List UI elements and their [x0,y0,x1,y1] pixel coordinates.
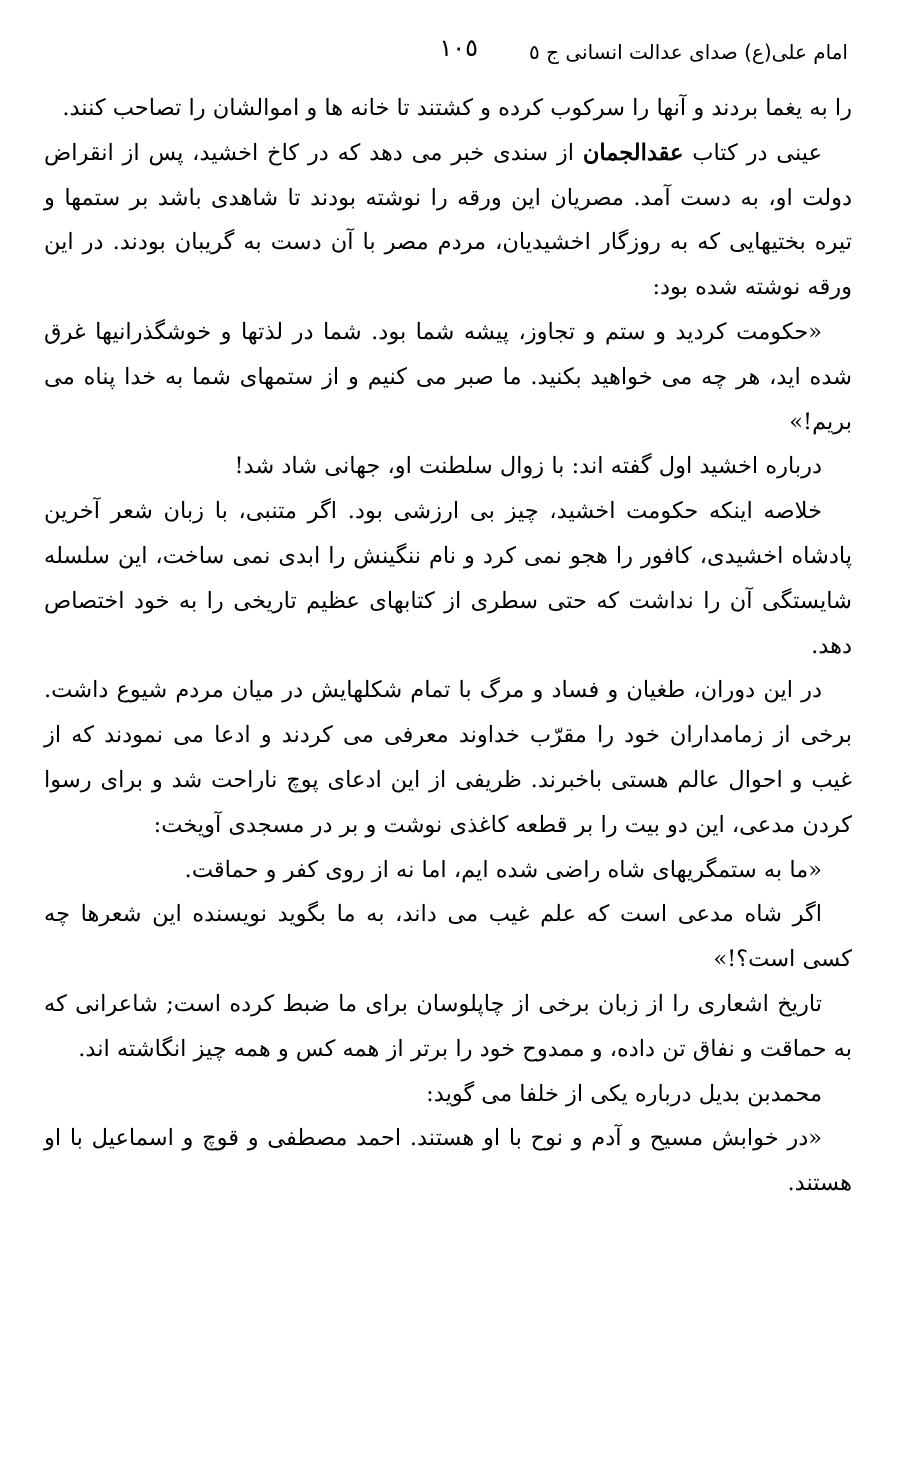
paragraph-4: درباره اخشید اول گفته اند: با زوال سلطنت او، جهانی شاد شد! [234,453,822,480]
quote-2-line-2: اگر شاه مدعی است که علم غیب می داند، به ما بگوید نویسنده این شعرها چه کسی است؟!» [44,901,852,973]
paragraph-5: خلاصه اینکه حکومت اخشید، چیز بی ارزشی بود. اگر متنبی، با زبان شعر آخرین پادشاه اخشیدی، کافور را هجو نمی کرد و نام ننگینش را ابدی نمی ساخت، این سلسله شایستگی آن را نداشت که حتی سطری از کتابهای عظیم تاریخی را به خود اختصاص دهد. [44,498,852,659]
running-title: امام علی(ع) صدای عدالت انسانی ج ٥ [528,40,848,64]
paragraph-6: در این دوران، طغیان و فساد و مرگ با تمام شکلهایش در میان مردم شیوع داشت. برخی از زمامداران خود را مقرّب خداوند معرفی می کردند و ادعا می نمودند که از غیب و احوال عالم هستی باخبرند. ظریفی از این ادعای پوچ ناراحت شد و برای رسوا کردن مدعی، این دو بیت را بر قطعه کاغذی نوشت و بر در مسجدی آویخت: [44,677,852,838]
quote-3: «در خوابش مسیح و آدم و نوح با او هستند. احمد مصطفی و قوچ و اسماعیل با او هستند. [44,1125,852,1197]
quote-1: «حکومت کردید و ستم و تجاوز، پیشه شما بود. شما در لذتها و خوشگذرانیها غرق شده اید، هر چه می خواهید بکنید. ما صبر می کنیم و از ستمهای شما به خدا پناه می بریم!» [44,318,852,435]
paragraph-2-start: عینی در کتاب [683,139,823,166]
book-title-bold: عقدالجمان [582,139,684,166]
paragraph-2 [44,131,852,310]
page-number: ١٠٥ [439,34,478,62]
paragraph-10: محمدبن بدیل درباره یکی از خلفا می گوید: [426,1080,822,1107]
paragraph-1: را به یغما بردند و آنها را سرکوب کرده و کشتند تا خانه ها و اموالشان را تصاحب کنند. [62,95,852,121]
body-text [44,86,852,1206]
paragraph-9: تاریخ اشعاری را از زبان برخی از چاپلوسان برای ما ضبط کرده است; شاعرانی که به حماقت و نفاق تن داده، و ممدوح خود را برتر از همه کس و همه چیز انگاشته اند. [44,990,852,1062]
quote-2-line-1: «ما به ستمگریهای شاه راضی شده ایم، اما نه از روی کفر و حماقت. [184,856,822,883]
paragraph-2-rest: از سندی خبر می دهد که در کاخ اخشید، پس از انقراض دولت او، به دست آمد. مصریان این ورقه را نوشته بودند تا شاهدی باشد بر ستمها و تیره بختیهایی که به روزگار اخشیدیان، مردم مصر با آن دست به گریبان بودند. در این ورقه نوشته شده بود: [44,139,852,301]
page-header [40,34,860,74]
